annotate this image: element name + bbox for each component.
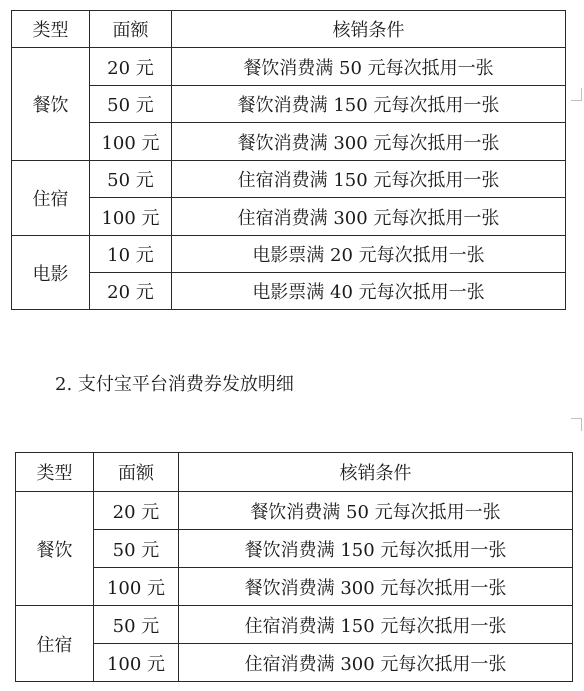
table-row [12, 198, 566, 236]
amount-cell: 20 元 [90, 273, 172, 310]
condition-cell: 住宿消费满 150 元每次抵用一张 [172, 161, 566, 198]
condition-cell: 餐饮消费满 150 元每次抵用一张 [172, 86, 566, 123]
type-cell: 住宿 [12, 161, 90, 236]
header-type: 类型 [12, 11, 90, 48]
condition-cell: 餐饮消费满 300 元每次抵用一张 [179, 568, 573, 606]
condition-cell: 住宿消费满 300 元每次抵用一张 [172, 198, 566, 236]
condition-cell: 餐饮消费满 300 元每次抵用一张 [172, 123, 566, 161]
table-row [16, 644, 573, 682]
type-cell: 住宿 [16, 606, 94, 682]
amount-cell: 20 元 [90, 48, 172, 86]
page-corner-mark [571, 418, 582, 431]
condition-cell: 住宿消费满 150 元每次抵用一张 [179, 606, 573, 644]
voucher-table-2 [15, 452, 573, 682]
amount-cell: 20 元 [94, 492, 179, 530]
amount-cell: 50 元 [90, 161, 172, 198]
condition-cell: 电影票满 20 元每次抵用一张 [172, 236, 566, 273]
table-row [16, 530, 573, 568]
section-heading: 2. 支付宝平台消费券发放明细 [55, 374, 294, 395]
header-amount: 面额 [90, 11, 172, 48]
condition-cell: 餐饮消费满 50 元每次抵用一张 [179, 492, 573, 530]
table-row [12, 161, 566, 198]
table-row [16, 606, 573, 644]
condition-cell: 电影票满 40 元每次抵用一张 [172, 273, 566, 310]
condition-cell: 餐饮消费满 50 元每次抵用一张 [172, 48, 566, 86]
table-header-row [16, 453, 573, 492]
amount-cell: 50 元 [94, 606, 179, 644]
header-type: 类型 [16, 453, 94, 492]
amount-cell: 50 元 [94, 530, 179, 568]
header-condition: 核销条件 [172, 11, 566, 48]
type-cell: 餐饮 [16, 492, 94, 606]
table-row [12, 86, 566, 123]
amount-cell: 100 元 [94, 644, 179, 682]
table-row [12, 123, 566, 161]
amount-cell: 50 元 [90, 86, 172, 123]
table-row [12, 236, 566, 273]
amount-cell: 100 元 [90, 123, 172, 161]
type-cell: 餐饮 [12, 48, 90, 161]
amount-cell: 10 元 [90, 236, 172, 273]
table-header-row [12, 11, 566, 48]
table-row [12, 273, 566, 310]
table-row [16, 492, 573, 530]
voucher-table-1 [11, 10, 566, 310]
type-cell: 电影 [12, 236, 90, 310]
condition-cell: 住宿消费满 300 元每次抵用一张 [179, 644, 573, 682]
amount-cell: 100 元 [90, 198, 172, 236]
amount-cell: 100 元 [94, 568, 179, 606]
header-amount: 面额 [94, 453, 179, 492]
condition-cell: 餐饮消费满 150 元每次抵用一张 [179, 530, 573, 568]
page-corner-mark [571, 88, 582, 101]
header-condition: 核销条件 [179, 453, 573, 492]
table-row [12, 48, 566, 86]
table-row [16, 568, 573, 606]
